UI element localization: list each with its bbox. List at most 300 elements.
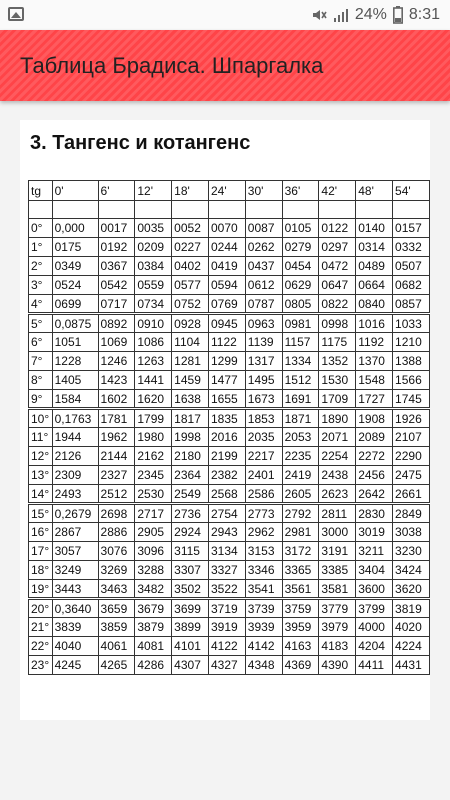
- value-cell: 4411: [356, 656, 393, 675]
- value-cell: 0892: [98, 314, 135, 333]
- value-cell: 0717: [98, 295, 135, 314]
- table-row: [29, 371, 430, 390]
- value-cell: 1495: [245, 371, 282, 390]
- value-cell: 2493: [52, 485, 98, 504]
- value-cell: 2530: [135, 485, 172, 504]
- value-cell: 0787: [245, 295, 282, 314]
- degree-cell: 21°: [29, 618, 53, 637]
- value-cell: 1459: [172, 371, 209, 390]
- value-cell: 4122: [208, 637, 245, 656]
- value-cell: 2754: [208, 504, 245, 523]
- value-cell: 1962: [98, 428, 135, 447]
- value-cell: 4431: [393, 656, 430, 675]
- column-header: 42': [319, 181, 356, 201]
- table-row: [29, 599, 430, 618]
- value-cell: 3307: [172, 561, 209, 580]
- mute-icon: [311, 7, 327, 23]
- value-cell: 2382: [208, 466, 245, 485]
- section-title: 3. Тангенс и котангенс: [30, 132, 251, 154]
- value-cell: 3000: [319, 523, 356, 542]
- value-cell: 0157: [393, 219, 430, 238]
- value-cell: 2016: [208, 428, 245, 447]
- table-row: [29, 618, 430, 637]
- value-cell: 2962: [245, 523, 282, 542]
- table-header-row: [29, 181, 430, 201]
- value-cell: 0402: [172, 257, 209, 276]
- value-cell: 4348: [245, 656, 282, 675]
- degree-cell: 10°: [29, 409, 53, 428]
- value-cell: 0,2679: [52, 504, 98, 523]
- degree-cell: 8°: [29, 371, 53, 390]
- value-cell: 4327: [208, 656, 245, 675]
- degree-cell: 6°: [29, 333, 53, 352]
- value-cell: 3899: [172, 618, 209, 637]
- column-header: 0': [52, 181, 98, 201]
- value-cell: 2144: [98, 447, 135, 466]
- value-cell: 0682: [393, 276, 430, 295]
- degree-cell: 4°: [29, 295, 53, 314]
- value-cell: 3134: [208, 542, 245, 561]
- value-cell: 1727: [356, 390, 393, 409]
- value-cell: 0945: [208, 314, 245, 333]
- table-row: [29, 257, 430, 276]
- value-cell: 0122: [319, 219, 356, 238]
- value-cell: 0524: [52, 276, 98, 295]
- value-cell: 2089: [356, 428, 393, 447]
- value-cell: 2401: [245, 466, 282, 485]
- value-cell: 0542: [98, 276, 135, 295]
- value-cell: 2811: [319, 504, 356, 523]
- value-cell: 4204: [356, 637, 393, 656]
- value-cell: 3153: [245, 542, 282, 561]
- column-header: 24': [208, 181, 245, 201]
- table-row: [29, 447, 430, 466]
- status-icons: [311, 0, 440, 30]
- value-cell: 0105: [282, 219, 319, 238]
- degree-cell: 14°: [29, 485, 53, 504]
- spacer-cell: [135, 201, 172, 219]
- value-cell: 3269: [98, 561, 135, 580]
- value-cell: 4020: [393, 618, 430, 637]
- table-row: [29, 428, 430, 447]
- value-cell: 1033: [393, 314, 430, 333]
- value-cell: 1388: [393, 352, 430, 371]
- battery-percent: 24%: [354, 6, 387, 23]
- value-cell: 2736: [172, 504, 209, 523]
- column-header: 6': [98, 181, 135, 201]
- value-cell: 0928: [172, 314, 209, 333]
- value-cell: 0,1763: [52, 409, 98, 428]
- value-cell: 2180: [172, 447, 209, 466]
- value-cell: 3819: [393, 599, 430, 618]
- value-cell: 0384: [135, 257, 172, 276]
- value-cell: 3038: [393, 523, 430, 542]
- value-cell: 2456: [356, 466, 393, 485]
- value-cell: 1016: [356, 314, 393, 333]
- column-header: 54': [393, 181, 430, 201]
- group-spacer-row: [29, 201, 430, 219]
- value-cell: 0963: [245, 314, 282, 333]
- degree-cell: 1°: [29, 238, 53, 257]
- value-cell: 2792: [282, 504, 319, 523]
- value-cell: 0017: [98, 219, 135, 238]
- value-cell: 3581: [319, 580, 356, 599]
- value-cell: 0734: [135, 295, 172, 314]
- value-cell: 3561: [282, 580, 319, 599]
- value-cell: 2254: [319, 447, 356, 466]
- value-cell: 2773: [245, 504, 282, 523]
- spacer-cell: [52, 201, 98, 219]
- spacer-cell: [172, 201, 209, 219]
- degree-cell: 7°: [29, 352, 53, 371]
- table-row: [29, 580, 430, 599]
- value-cell: 3979: [319, 618, 356, 637]
- value-cell: 1745: [393, 390, 430, 409]
- value-cell: 0472: [319, 257, 356, 276]
- value-cell: 4000: [356, 618, 393, 637]
- value-cell: 3249: [52, 561, 98, 580]
- value-cell: 1281: [172, 352, 209, 371]
- degree-cell: 2°: [29, 257, 53, 276]
- value-cell: 2235: [282, 447, 319, 466]
- value-cell: 1352: [319, 352, 356, 371]
- value-cell: 1926: [393, 409, 430, 428]
- value-cell: 2661: [393, 485, 430, 504]
- value-cell: 1334: [282, 352, 319, 371]
- table-row: [29, 409, 430, 428]
- value-cell: 1370: [356, 352, 393, 371]
- value-cell: 2107: [393, 428, 430, 447]
- value-cell: 2071: [319, 428, 356, 447]
- value-cell: 2849: [393, 504, 430, 523]
- value-cell: 2905: [135, 523, 172, 542]
- column-header: 48': [356, 181, 393, 201]
- value-cell: 0332: [393, 238, 430, 257]
- value-cell: 1086: [135, 333, 172, 352]
- value-cell: 3288: [135, 561, 172, 580]
- value-cell: 0647: [319, 276, 356, 295]
- value-cell: 1246: [98, 352, 135, 371]
- value-cell: 0629: [282, 276, 319, 295]
- value-cell: 0805: [282, 295, 319, 314]
- value-cell: 0998: [319, 314, 356, 333]
- value-cell: 1620: [135, 390, 172, 409]
- table-row: [29, 219, 430, 238]
- degree-cell: 22°: [29, 637, 53, 656]
- value-cell: 2512: [98, 485, 135, 504]
- degree-cell: 15°: [29, 504, 53, 523]
- value-cell: 0227: [172, 238, 209, 257]
- value-cell: 0367: [98, 257, 135, 276]
- column-header: 36': [282, 181, 319, 201]
- value-cell: 3365: [282, 561, 319, 580]
- value-cell: 3443: [52, 580, 98, 599]
- clock: 8:31: [408, 6, 440, 23]
- value-cell: 4163: [282, 637, 319, 656]
- value-cell: 1317: [245, 352, 282, 371]
- value-cell: 1423: [98, 371, 135, 390]
- value-cell: 1871: [282, 409, 319, 428]
- value-cell: 4390: [319, 656, 356, 675]
- degree-cell: 9°: [29, 390, 53, 409]
- degree-cell: 5°: [29, 314, 53, 333]
- value-cell: 0594: [208, 276, 245, 295]
- degree-cell: 19°: [29, 580, 53, 599]
- value-cell: 0314: [356, 238, 393, 257]
- table-row: [29, 276, 430, 295]
- table-row: [29, 238, 430, 257]
- value-cell: 1122: [208, 333, 245, 352]
- table-row: [29, 333, 430, 352]
- signal-icon: [333, 7, 349, 23]
- value-cell: 0577: [172, 276, 209, 295]
- value-cell: 3600: [356, 580, 393, 599]
- value-cell: 4061: [98, 637, 135, 656]
- table-row: [29, 295, 430, 314]
- value-cell: 0559: [135, 276, 172, 295]
- degree-cell: 20°: [29, 599, 53, 618]
- value-cell: 1638: [172, 390, 209, 409]
- value-cell: 0,0875: [52, 314, 98, 333]
- column-header: 18': [172, 181, 209, 201]
- value-cell: 2419: [282, 466, 319, 485]
- value-cell: 0507: [393, 257, 430, 276]
- value-cell: 2272: [356, 447, 393, 466]
- spacer-cell: [98, 201, 135, 219]
- value-cell: 2605: [282, 485, 319, 504]
- table-row: [29, 542, 430, 561]
- value-cell: 2549: [172, 485, 209, 504]
- value-cell: 1069: [98, 333, 135, 352]
- value-cell: 1051: [52, 333, 98, 352]
- value-cell: 3679: [135, 599, 172, 618]
- value-cell: 2623: [319, 485, 356, 504]
- value-cell: 4040: [52, 637, 98, 656]
- value-cell: 1709: [319, 390, 356, 409]
- value-cell: 1104: [172, 333, 209, 352]
- value-cell: 0297: [319, 238, 356, 257]
- table-row: [29, 561, 430, 580]
- value-cell: 0262: [245, 238, 282, 257]
- value-cell: 1890: [319, 409, 356, 428]
- value-cell: 3019: [356, 523, 393, 542]
- value-cell: 1441: [135, 371, 172, 390]
- value-cell: 1673: [245, 390, 282, 409]
- value-cell: 0769: [208, 295, 245, 314]
- value-cell: 2309: [52, 466, 98, 485]
- degree-cell: 16°: [29, 523, 53, 542]
- spacer-cell: [319, 201, 356, 219]
- value-cell: 3327: [208, 561, 245, 580]
- table-row: [29, 352, 430, 371]
- value-cell: 1210: [393, 333, 430, 352]
- value-cell: 2475: [393, 466, 430, 485]
- value-cell: 3959: [282, 618, 319, 637]
- value-cell: 3057: [52, 542, 98, 561]
- value-cell: 3211: [356, 542, 393, 561]
- value-cell: 1691: [282, 390, 319, 409]
- value-cell: 1157: [282, 333, 319, 352]
- value-cell: 2568: [208, 485, 245, 504]
- table-row: [29, 656, 430, 675]
- value-cell: 0419: [208, 257, 245, 276]
- degree-cell: 23°: [29, 656, 53, 675]
- spacer-cell: [393, 201, 430, 219]
- value-cell: 2642: [356, 485, 393, 504]
- value-cell: 1980: [135, 428, 172, 447]
- table-row: [29, 523, 430, 542]
- value-cell: 3230: [393, 542, 430, 561]
- value-cell: 4224: [393, 637, 430, 656]
- value-cell: 4265: [98, 656, 135, 675]
- value-cell: 0664: [356, 276, 393, 295]
- value-cell: 0209: [135, 238, 172, 257]
- degree-cell: 13°: [29, 466, 53, 485]
- value-cell: 1602: [98, 390, 135, 409]
- degree-cell: 12°: [29, 447, 53, 466]
- value-cell: 3522: [208, 580, 245, 599]
- value-cell: 0140: [356, 219, 393, 238]
- value-cell: 1477: [208, 371, 245, 390]
- value-cell: 3191: [319, 542, 356, 561]
- value-cell: 0,3640: [52, 599, 98, 618]
- table-row: [29, 504, 430, 523]
- spacer-cell: [245, 201, 282, 219]
- value-cell: 0035: [135, 219, 172, 238]
- value-cell: 2162: [135, 447, 172, 466]
- table-row: [29, 314, 430, 333]
- value-cell: 1192: [356, 333, 393, 352]
- value-cell: 4369: [282, 656, 319, 675]
- value-cell: 2867: [52, 523, 98, 542]
- table-row: [29, 485, 430, 504]
- value-cell: 3659: [98, 599, 135, 618]
- value-cell: 0489: [356, 257, 393, 276]
- value-cell: 3482: [135, 580, 172, 599]
- value-cell: 3739: [245, 599, 282, 618]
- value-cell: 4183: [319, 637, 356, 656]
- value-cell: 2053: [282, 428, 319, 447]
- value-cell: 0752: [172, 295, 209, 314]
- value-cell: 2981: [282, 523, 319, 542]
- value-cell: 3404: [356, 561, 393, 580]
- value-cell: 3463: [98, 580, 135, 599]
- value-cell: 0840: [356, 295, 393, 314]
- value-cell: 1799: [135, 409, 172, 428]
- degree-cell: 17°: [29, 542, 53, 561]
- value-cell: 2126: [52, 447, 98, 466]
- status-bar: [0, 0, 450, 30]
- value-cell: 2717: [135, 504, 172, 523]
- value-cell: 4101: [172, 637, 209, 656]
- value-cell: 0070: [208, 219, 245, 238]
- value-cell: 3699: [172, 599, 209, 618]
- value-cell: 0192: [98, 238, 135, 257]
- value-cell: 2943: [208, 523, 245, 542]
- column-header: tg: [29, 181, 53, 201]
- value-cell: 1835: [208, 409, 245, 428]
- value-cell: 3759: [282, 599, 319, 618]
- value-cell: 2327: [98, 466, 135, 485]
- value-cell: 2199: [208, 447, 245, 466]
- spacer-cell: [208, 201, 245, 219]
- value-cell: 3172: [282, 542, 319, 561]
- value-cell: 2698: [98, 504, 135, 523]
- value-cell: 3115: [172, 542, 209, 561]
- value-cell: 0857: [393, 295, 430, 314]
- degree-cell: 3°: [29, 276, 53, 295]
- gallery-notification-icon: [8, 7, 24, 21]
- value-cell: 1139: [245, 333, 282, 352]
- spacer-cell: [356, 201, 393, 219]
- value-cell: 3879: [135, 618, 172, 637]
- value-cell: 1998: [172, 428, 209, 447]
- battery-icon: [393, 6, 403, 24]
- value-cell: 2345: [135, 466, 172, 485]
- value-cell: 1853: [245, 409, 282, 428]
- value-cell: 0612: [245, 276, 282, 295]
- value-cell: 1655: [208, 390, 245, 409]
- value-cell: 3346: [245, 561, 282, 580]
- value-cell: 3939: [245, 618, 282, 637]
- column-header: 12': [135, 181, 172, 201]
- column-header: 30': [245, 181, 282, 201]
- value-cell: 0244: [208, 238, 245, 257]
- table-row: [29, 466, 430, 485]
- value-cell: 4245: [52, 656, 98, 675]
- value-cell: 4081: [135, 637, 172, 656]
- value-cell: 1228: [52, 352, 98, 371]
- value-cell: 4286: [135, 656, 172, 675]
- value-cell: 0910: [135, 314, 172, 333]
- value-cell: 2364: [172, 466, 209, 485]
- spacer-cell: [282, 201, 319, 219]
- value-cell: 4142: [245, 637, 282, 656]
- value-cell: 2886: [98, 523, 135, 542]
- table-row: [29, 390, 430, 409]
- value-cell: 0279: [282, 238, 319, 257]
- value-cell: 2438: [319, 466, 356, 485]
- value-cell: 0454: [282, 257, 319, 276]
- value-cell: 3620: [393, 580, 430, 599]
- value-cell: 2217: [245, 447, 282, 466]
- table-scroll-area[interactable]: [28, 180, 430, 720]
- value-cell: 2586: [245, 485, 282, 504]
- value-cell: 0087: [245, 219, 282, 238]
- value-cell: 1584: [52, 390, 98, 409]
- value-cell: 3385: [319, 561, 356, 580]
- value-cell: 3424: [393, 561, 430, 580]
- value-cell: 0981: [282, 314, 319, 333]
- value-cell: 0052: [172, 219, 209, 238]
- value-cell: 2035: [245, 428, 282, 447]
- degree-cell: 11°: [29, 428, 53, 447]
- value-cell: 0349: [52, 257, 98, 276]
- degree-cell: 0°: [29, 219, 53, 238]
- app-bar: [0, 30, 450, 101]
- spacer-cell: [29, 201, 53, 219]
- value-cell: 1175: [319, 333, 356, 352]
- value-cell: 1405: [52, 371, 98, 390]
- value-cell: 3719: [208, 599, 245, 618]
- value-cell: 1566: [393, 371, 430, 390]
- value-cell: 3839: [52, 618, 98, 637]
- value-cell: 3502: [172, 580, 209, 599]
- value-cell: 1817: [172, 409, 209, 428]
- app-title: Таблица Брадиса. Шпаргалка: [20, 53, 324, 78]
- value-cell: 1548: [356, 371, 393, 390]
- value-cell: 3779: [319, 599, 356, 618]
